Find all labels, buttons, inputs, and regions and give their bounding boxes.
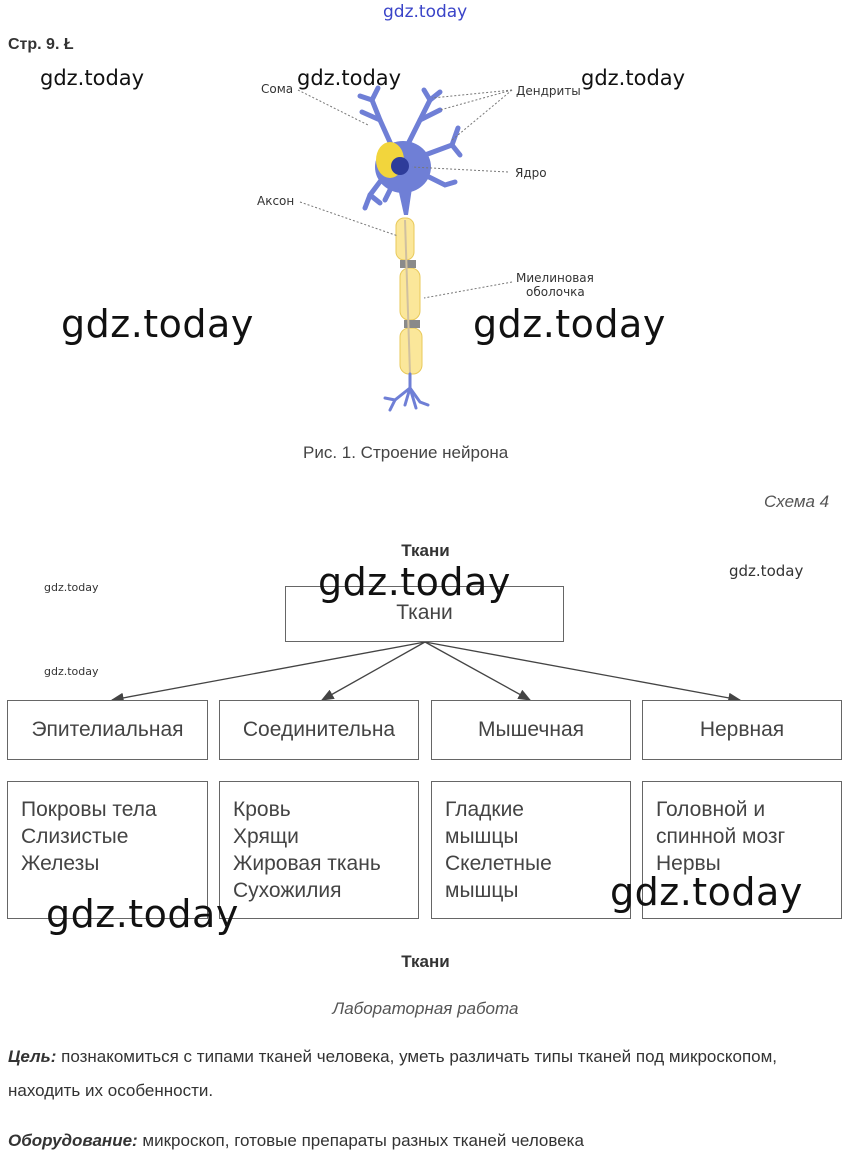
watermark-top: gdz.today — [383, 2, 468, 22]
label-nucleus: Ядро — [515, 166, 547, 180]
list-item: мышцы — [445, 879, 519, 902]
category-epithelial: Эпителиальная — [7, 700, 208, 760]
goal-text: познакомиться с типами тканей человека, уметь различать типы тканей под микроскопом, находить их особенности. — [8, 1047, 778, 1100]
list-item: Скелетные — [445, 852, 552, 875]
label-myelin-2: оболочка — [526, 285, 585, 299]
category-connective: Соединительна — [219, 700, 419, 760]
watermark: gdz.today — [473, 302, 666, 346]
watermark: gdz.today — [61, 302, 254, 346]
goal-paragraph — [8, 1040, 828, 1108]
list-item: Сухожилия — [233, 879, 342, 902]
watermark: gdz.today — [729, 562, 804, 580]
figure-caption: Рис. 1. Строение нейрона — [303, 443, 509, 462]
list-item: Гладкие — [445, 798, 524, 821]
lab-title: Лабораторная работа — [332, 999, 519, 1018]
equipment-text: микроскоп, готовые препараты разных тканей человека — [137, 1131, 584, 1150]
equipment-label: Оборудование: — [8, 1131, 138, 1150]
list-item: Нервы — [656, 852, 721, 875]
list-item: Хрящи — [233, 825, 299, 848]
label-myelin-1: Миелиновая — [516, 271, 594, 285]
examples-muscle — [431, 781, 631, 919]
list-item: Покровы тела — [21, 798, 157, 821]
list-item: Слизистые — [21, 825, 129, 848]
watermark: gdz.today — [46, 892, 239, 936]
watermark: gdz.today — [40, 66, 145, 90]
watermark: gdz.today — [610, 870, 803, 914]
label-axon: Аксон — [257, 194, 295, 208]
list-item: мышцы — [445, 825, 519, 848]
list-item: Головной и — [656, 798, 766, 821]
label-dendrites: Дендриты — [516, 84, 581, 98]
examples-connective — [219, 781, 419, 919]
scheme-label: Схема 4 — [764, 492, 830, 511]
watermark: gdz.today — [318, 560, 511, 604]
watermark: gdz.today — [297, 66, 402, 90]
watermark: gdz.today — [581, 66, 686, 90]
category-muscle: Мышечная — [431, 700, 631, 760]
label-soma: Сома — [261, 82, 294, 96]
equipment-paragraph — [8, 1124, 828, 1158]
category-nervous: Нервная — [642, 700, 842, 760]
watermark: gdz.today — [44, 581, 99, 594]
goal-label: Цель: — [8, 1047, 57, 1066]
list-item: Железы — [21, 852, 100, 875]
page-header: Стр. 9. Ł — [8, 36, 74, 53]
root-tissue-box: Ткани — [285, 586, 564, 642]
section-title: Ткани — [401, 952, 450, 971]
list-item: Кровь — [233, 798, 291, 821]
list-item: Жировая ткань — [233, 852, 381, 875]
scheme-title: Ткани — [401, 541, 450, 560]
watermark: gdz.today — [44, 665, 99, 678]
list-item: спинной мозг — [656, 825, 786, 848]
